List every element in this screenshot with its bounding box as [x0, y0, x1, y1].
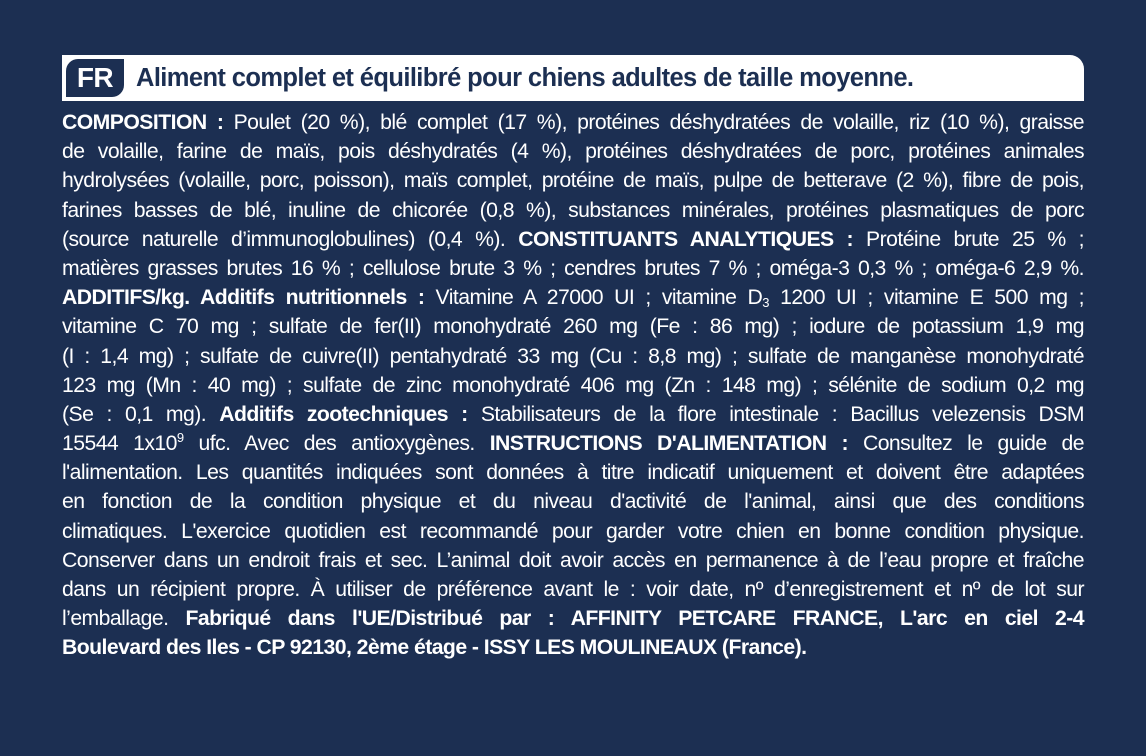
- text-segment: Consultez le guide de: [862, 432, 1084, 456]
- text-segment: climatiques. L'exercice quotidien est recommandé pour garder votre chien en bonne condition physique.: [62, 519, 1084, 543]
- text-segment: 15544 1x10: [62, 432, 177, 456]
- text-segment: (source naturelle d’immunoglobulines) (0,4 %).: [62, 227, 519, 251]
- text-line: [62, 225, 1084, 254]
- text-line: [62, 137, 1084, 166]
- text-segment: 1200 UI ; vitamine E 500 mg ;: [768, 286, 1084, 310]
- text-segment: de volaille, farine de maïs, pois déshydratés (4 %), protéines déshydratées de porc, protéines animales: [62, 140, 1084, 164]
- text-line: [62, 633, 1084, 662]
- language-badge: FR: [66, 59, 124, 97]
- text-line: [62, 371, 1084, 400]
- bold-heading: Additifs zootechniques :: [219, 402, 481, 426]
- text-line: [62, 429, 1084, 458]
- subscript: 3: [762, 295, 769, 311]
- text-segment: Conserver dans un endroit frais et sec. L’animal doit avoir accès en permanence à de l’eau propre et fraîche: [62, 548, 1084, 572]
- text-segment: matières grasses brutes 16 % ; cellulose brute 3 % ; cendres brutes 7 % ; oméga-3 0,3 % ; oméga-6 2,9 %.: [62, 256, 1084, 280]
- text-segment: hydrolysées (volaille, porc, poisson), maïs complet, protéine de maïs, pulpe de betterave (2 %), fibre de pois,: [62, 169, 1084, 193]
- label-header-bar: [62, 55, 1084, 101]
- text-segment: (Se : 0,1 mg).: [62, 402, 220, 426]
- text-segment: Stabilisateurs de la flore intestinale : Bacillus velezensis DSM: [480, 402, 1084, 426]
- text-line: [62, 546, 1084, 575]
- text-line: [62, 342, 1084, 371]
- text-line: [62, 604, 1084, 633]
- text-segment: (I : 1,4 mg) ; sulfate de cuivre(II) pentahydraté 33 mg (Cu : 8,8 mg) ; sulfate de manganèse monohydraté: [62, 344, 1084, 368]
- label-body-text: [62, 108, 1084, 663]
- bold-heading: ADDITIFS/kg. Additifs nutritionnels :: [62, 286, 436, 310]
- text-line: [62, 166, 1084, 195]
- text-line: [62, 283, 1084, 312]
- text-segment: l’emballage.: [62, 607, 186, 631]
- text-line: [62, 196, 1084, 225]
- text-line: [62, 108, 1084, 137]
- text-line: [62, 400, 1084, 429]
- bold-heading: CONSTITUANTS ANALYTIQUES :: [518, 227, 867, 251]
- bold-heading: Boulevard des Iles - CP 92130, 2ème étage - ISSY LES MOULINEAUX (France).: [62, 636, 807, 660]
- bold-heading: COMPOSITION :: [62, 111, 234, 134]
- text-segment: farines basses de blé, inuline de chicorée (0,8 %), substances minérales, protéines plasmatiques de porc: [62, 198, 1084, 222]
- text-line: [62, 575, 1084, 604]
- text-segment: en fonction de la condition physique et du niveau d'activité de l'animal, ainsi que des conditions: [62, 490, 1084, 514]
- text-line: [62, 312, 1084, 341]
- bold-heading: Fabriqué dans l'UE/Distribué par : AFFINITY PETCARE FRANCE, L'arc en ciel 2-4: [185, 607, 1084, 631]
- bold-heading: INSTRUCTIONS D'ALIMENTATION :: [489, 432, 863, 456]
- label-title: Aliment complet et équilibré pour chiens adultes de taille moyenne.: [136, 63, 914, 92]
- text-segment: Poulet (20 %), blé complet (17 %), protéines déshydratées de volaille, riz (10 %), graisse: [233, 111, 1084, 134]
- superscript: 9: [176, 430, 184, 446]
- text-segment: 123 mg (Mn : 40 mg) ; sulfate de zinc monohydraté 406 mg (Zn : 148 mg) ; sélénite de sodium 0,2 mg: [62, 373, 1084, 397]
- text-line: [62, 254, 1084, 283]
- text-line: [62, 458, 1084, 487]
- text-segment: ufc. Avec des antioxygènes.: [183, 432, 490, 456]
- text-segment: l'alimentation. Les quantités indiquées sont données à titre indicatif uniquement et doivent être adaptées: [62, 461, 1084, 485]
- text-segment: Protéine brute 25 % ;: [866, 227, 1085, 251]
- text-line: [62, 487, 1084, 516]
- text-segment: dans un récipient propre. À utiliser de préférence avant le : voir date, nº d’enregistrement et nº de lot sur: [62, 578, 1084, 601]
- text-segment: Vitamine A 27000 UI ; vitamine D: [435, 286, 763, 310]
- text-line: [62, 517, 1084, 546]
- text-segment: vitamine C 70 mg ; sulfate de fer(II) monohydraté 260 mg (Fe : 86 mg) ; iodure de potassium 1,9 mg: [62, 315, 1084, 339]
